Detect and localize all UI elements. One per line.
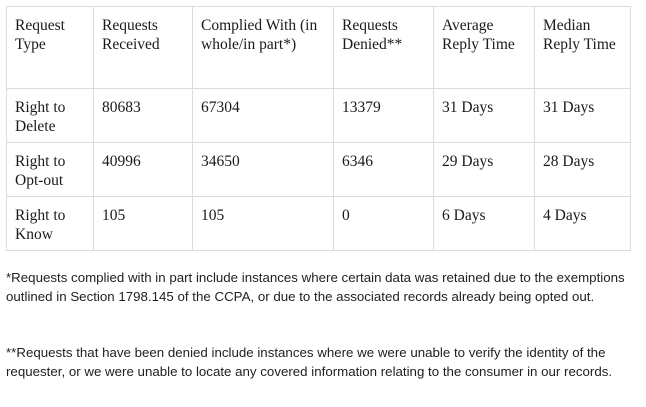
header-median-reply-time: Median Reply Time (535, 7, 631, 89)
cell-average-reply-time: 6 Days (434, 197, 535, 251)
header-row (7, 7, 631, 89)
cell-request-type: Right to Know (7, 197, 94, 251)
footnote-denied-requests: **Requests that have been denied include instances where we were unable to verify the identity of the requester, or we were unable to locate any covered information relating to the consumer in our records. (6, 345, 613, 379)
footnote-partial-compliance: *Requests complied with in part include instances where certain data was retained due to the exemptions outlined in Section 1798.145 of the CCPA, or due to the associated records already being opted out. (6, 270, 625, 304)
cell-median-reply-time: 31 Days (535, 89, 631, 143)
cell-average-reply-time: 29 Days (434, 143, 535, 197)
cell-requests-denied: 6346 (334, 143, 434, 197)
header-average-reply-time: Average Reply Time (434, 7, 535, 89)
table-row (7, 197, 631, 251)
cell-requests-received: 105 (94, 197, 193, 251)
header-request-type: Request Type (7, 7, 94, 89)
cell-complied-with: 34650 (193, 143, 334, 197)
cell-average-reply-time: 31 Days (434, 89, 535, 143)
cell-request-type: Right to Delete (7, 89, 94, 143)
cell-median-reply-time: 4 Days (535, 197, 631, 251)
cell-request-type: Right to Opt-out (7, 143, 94, 197)
cell-requests-received: 40996 (94, 143, 193, 197)
ccpa-requests-table (6, 6, 631, 251)
table-row (7, 89, 631, 143)
cell-complied-with: 105 (193, 197, 334, 251)
cell-complied-with: 67304 (193, 89, 334, 143)
header-requests-denied: Requests Denied** (334, 7, 434, 89)
header-complied-with: Complied With (in whole/in part*) (193, 7, 334, 89)
header-requests-received: Requests Received (94, 7, 193, 89)
cell-requests-denied: 13379 (334, 89, 434, 143)
cell-requests-received: 80683 (94, 89, 193, 143)
cell-requests-denied: 0 (334, 197, 434, 251)
table-row (7, 143, 631, 197)
cell-median-reply-time: 28 Days (535, 143, 631, 197)
